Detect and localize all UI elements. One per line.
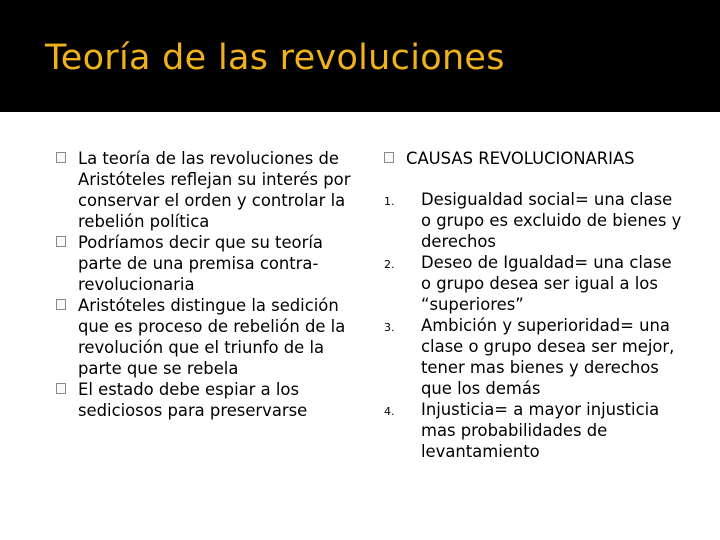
item-number: 4. [384,405,395,418]
square-bullet-icon [384,152,394,163]
numbered-item [384,315,684,399]
item-number: 2. [384,258,395,271]
bullet-text: El estado debe espiar a los sediciosos para preservarse [78,380,308,420]
bullet-item [56,295,356,379]
bullet-text: Podríamos decir que su teoría parte de una premisa contra-revolucionaria [78,233,323,294]
title-bar [0,0,720,112]
bullet-text: La teoría de las revoluciones de Aristóteles reflejan su interés por conservar el orden y controlar la rebelión política [78,149,351,231]
square-bullet-icon [56,383,66,394]
item-text: Injusticia= a mayor injusticia mas probabilidades de levantamiento [421,400,660,461]
causes-heading [384,148,684,169]
numbered-item [384,189,684,252]
numbered-item [384,399,684,462]
bullet-item [56,148,356,232]
slide-title: Teoría de las revoluciones [45,38,505,78]
item-text: Ambición y superioridad= una clase o grupo desea ser mejor, tener mas bienes y derechos que los demás [421,316,675,398]
causes-heading-text: CAUSAS REVOLUCIONARIAS [406,149,635,168]
item-number: 3. [384,321,395,334]
right-column [384,148,684,462]
numbered-item [384,252,684,315]
square-bullet-icon [56,299,66,310]
item-text: Desigualdad social= una clase o grupo es excluido de bienes y derechos [421,190,682,251]
bullet-item [56,232,356,295]
bullet-item [56,379,356,421]
left-column [56,148,356,421]
bullet-text: Aristóteles distingue la sedición que es proceso de rebelión de la revolución que el triunfo de la parte que se rebela [78,296,346,378]
square-bullet-icon [56,152,66,163]
square-bullet-icon [56,236,66,247]
item-text: Deseo de Igualdad= una clase o grupo desea ser igual a los “superiores” [421,253,672,314]
item-number: 1. [384,195,395,208]
